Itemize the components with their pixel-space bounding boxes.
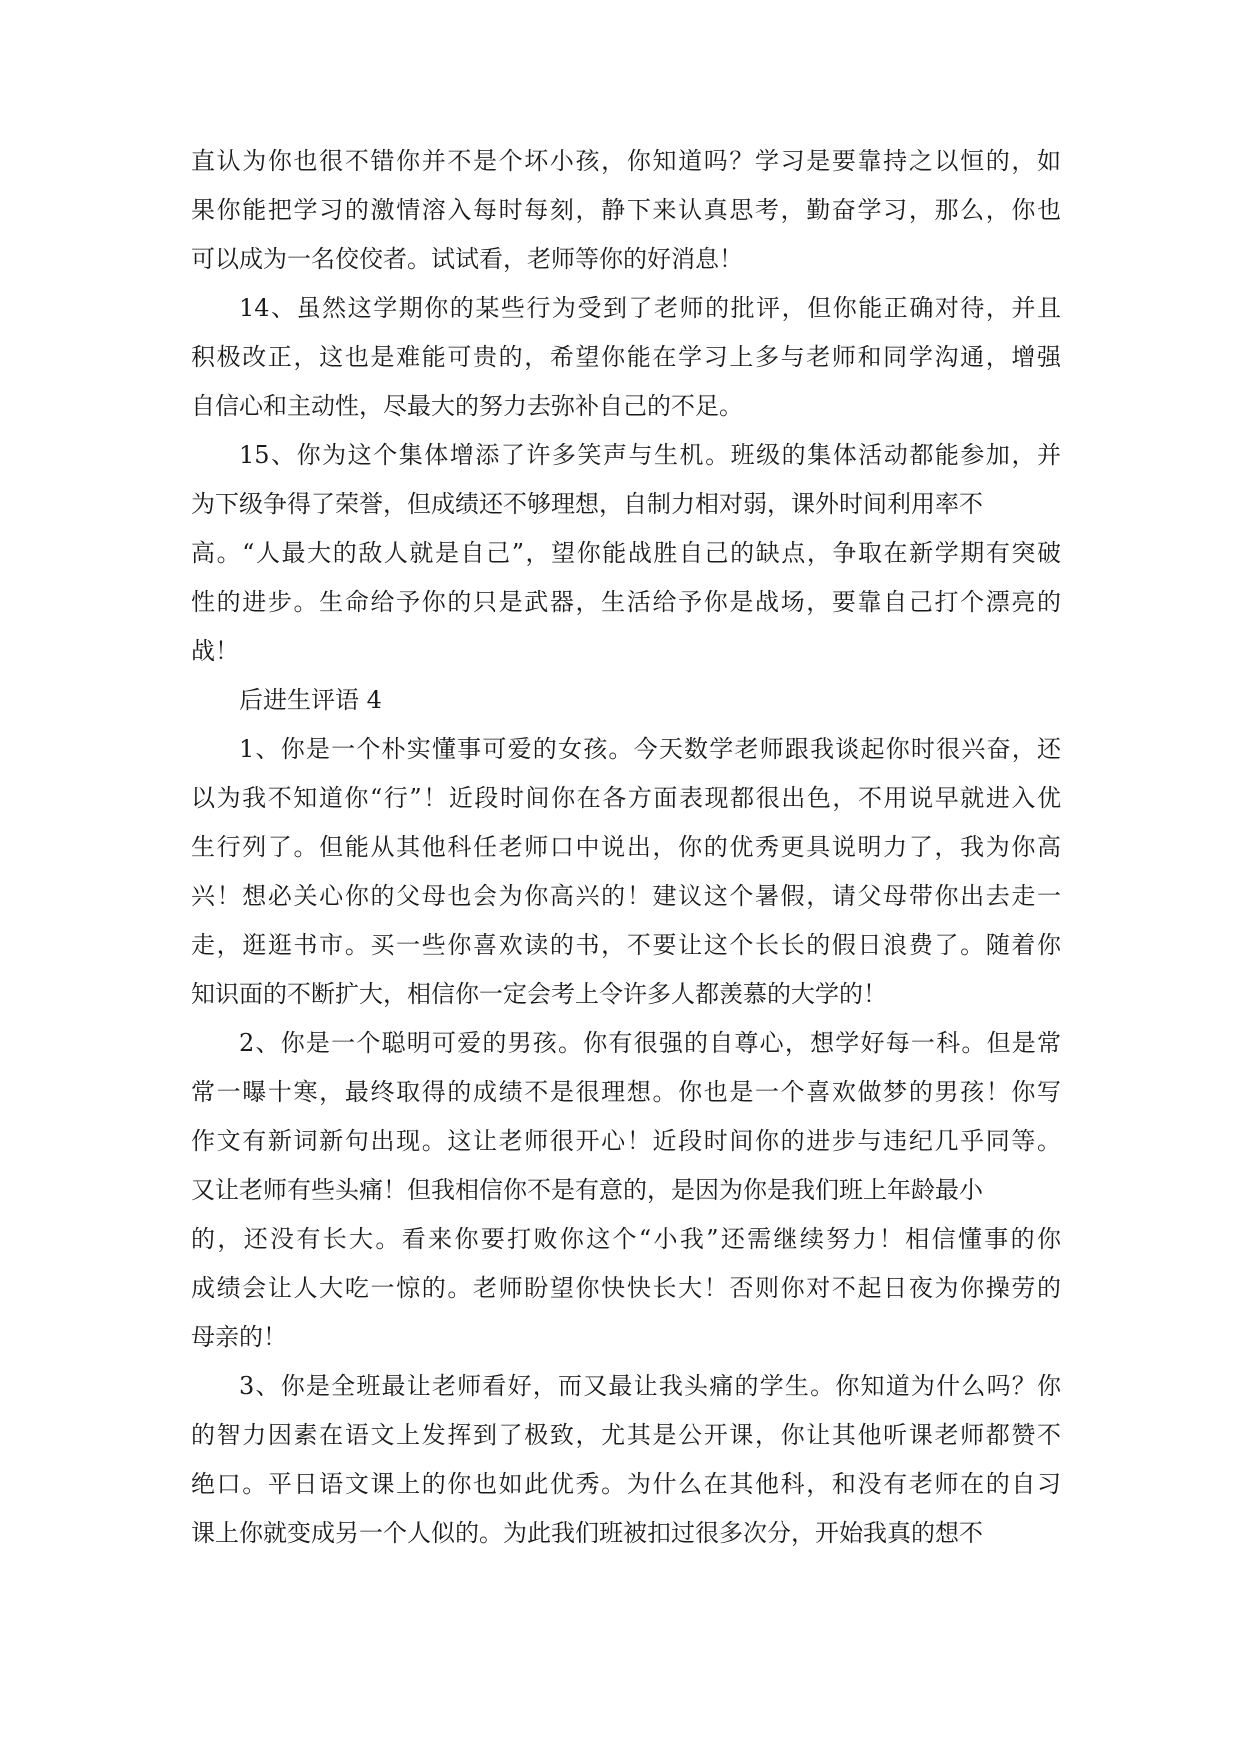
text-line: 3、你是全班最让老师看好，而又最让我头痛的学生。你知道为什么吗？你 — [239, 1372, 1061, 1400]
text-line: 走，逛逛书市。买一些你喜欢读的书，不要让这个长长的假日浪费了。随着你 — [191, 931, 1061, 959]
text-line: 直认为你也很不错你并不是个坏小孩，你知道吗？学习是要靠持之以恒的，如 — [191, 147, 1061, 175]
text-line: 后进生评语 4 — [239, 686, 382, 714]
text-line: 课上你就变成另一个人似的。为此我们班被扣过很多次分，开始我真的想不 — [191, 1519, 983, 1547]
text-line: 又让老师有些头痛！但我相信你不是有意的，是因为你是我们班上年龄最小 — [191, 1176, 983, 1204]
text-line: 1、你是一个朴实懂事可爱的女孩。今天数学老师跟我谈起你时很兴奋，还 — [239, 735, 1061, 763]
text-line: 性的进步。生命给予你的只是武器，生活给予你是战场，要靠自己打个漂亮的 — [191, 588, 1061, 616]
text-line: 积极改正，这也是难能可贵的，希望你能在学习上多与老师和同学沟通，增强 — [191, 343, 1061, 371]
text-line: 常一曝十寒，最终取得的成绩不是很理想。你也是一个喜欢做梦的男孩！你写 — [191, 1078, 1061, 1106]
text-line: 战！ — [191, 637, 239, 665]
text-line: 14、虽然这学期你的某些行为受到了老师的批评，但你能正确对待，并且 — [239, 294, 1061, 322]
text-line: 的，还没有长大。看来你要打败你这个“小我”还需继续努力！相信懂事的你 — [191, 1225, 1061, 1253]
text-line: 以为我不知道你“行”！近段时间你在各方面表现都很出色，不用说早就进入优 — [191, 784, 1061, 812]
text-line: 生行列了。但能从其他科任老师口中说出，你的优秀更具说明力了，我为你高 — [191, 833, 1061, 861]
text-line: 2、你是一个聪明可爱的男孩。你有很强的自尊心，想学好每一科。但是常 — [239, 1029, 1061, 1057]
text-line: 自信心和主动性，尽最大的努力去弥补自己的不足。 — [191, 392, 743, 420]
text-line: 母亲的！ — [191, 1323, 287, 1351]
text-line: 高。“人最大的敌人就是自己”，望你能战胜自己的缺点，争取在新学期有突破 — [191, 539, 1061, 567]
text-line: 15、你为这个集体增添了许多笑声与生机。班级的集体活动都能参加，并 — [239, 441, 1061, 469]
text-line: 兴！想必关心你的父母也会为你高兴的！建议这个暑假，请父母带你出去走一 — [191, 882, 1061, 910]
text-line: 的智力因素在语文上发挥到了极致，尤其是公开课，你让其他听课老师都赞不 — [191, 1421, 1061, 1449]
text-line: 成绩会让人大吃一惊的。老师盼望你快快长大！否则你对不起日夜为你操劳的 — [191, 1274, 1061, 1302]
document-body — [191, 137, 1061, 1558]
text-line: 可以成为一名佼佼者。试试看，老师等你的好消息！ — [191, 245, 743, 273]
text-line: 作文有新词新句出现。这让老师很开心！近段时间你的进步与违纪几乎同等。 — [191, 1127, 1061, 1155]
text-line: 果你能把学习的激情溶入每时每刻，静下来认真思考，勤奋学习，那么，你也 — [191, 196, 1061, 224]
text-line: 绝口。平日语文课上的你也如此优秀。为什么在其他科，和没有老师在的自习 — [191, 1470, 1061, 1498]
text-line: 为下级争得了荣誉，但成绩还不够理想，自制力相对弱，课外时间利用率不 — [191, 490, 983, 518]
text-line: 知识面的不断扩大，相信你一定会考上令许多人都羡慕的大学的！ — [191, 980, 887, 1008]
